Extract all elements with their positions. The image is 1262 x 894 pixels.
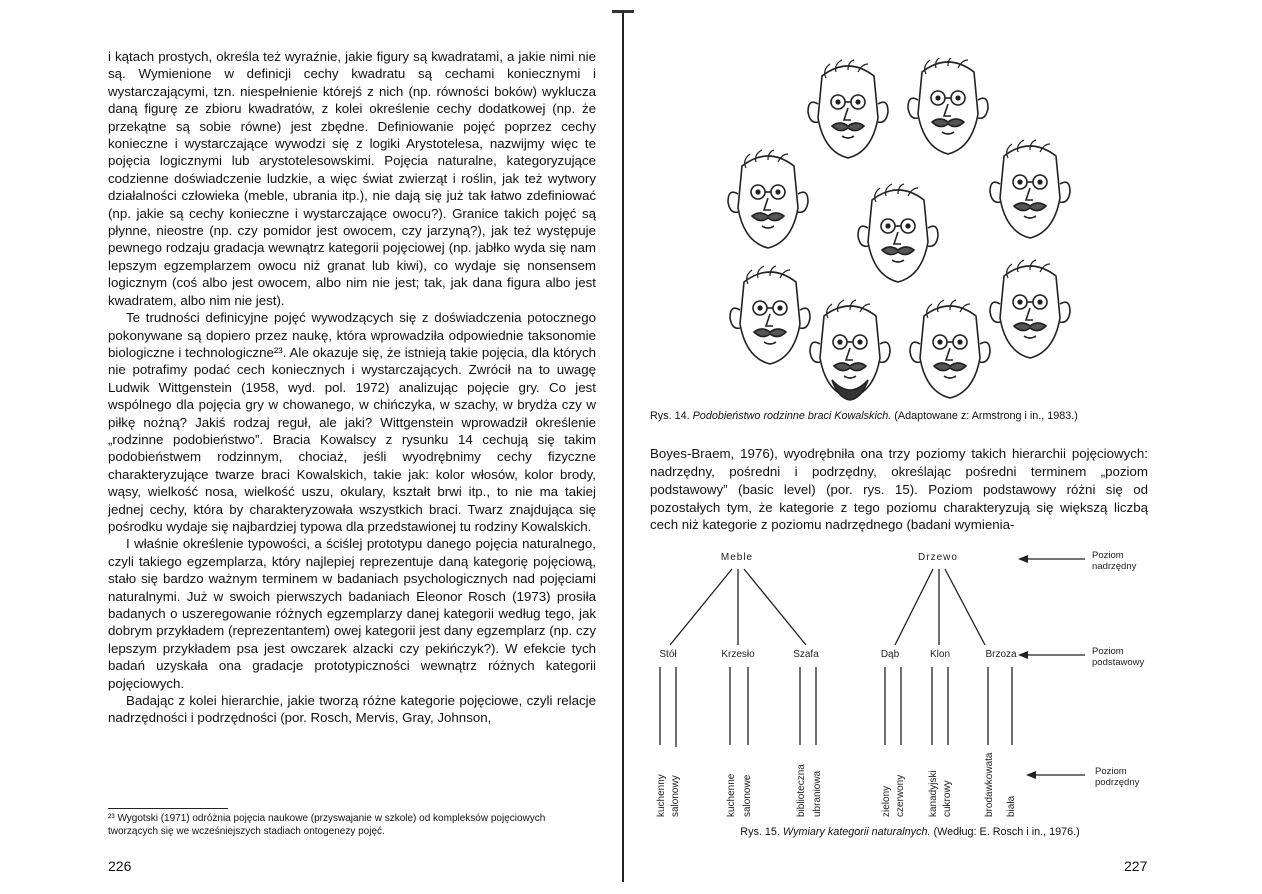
level-label: Poziom nadrzędny bbox=[1092, 550, 1137, 572]
face-2 bbox=[908, 58, 988, 154]
basic-label: Krzesło bbox=[721, 649, 755, 660]
superordinate-label: Drzewo bbox=[918, 552, 958, 563]
face-8 bbox=[910, 300, 990, 398]
subordinate-label: biała bbox=[1006, 795, 1017, 817]
face-6 bbox=[990, 260, 1070, 358]
subordinate-label: salonowe bbox=[742, 774, 753, 817]
figure-14-faces bbox=[720, 58, 1140, 404]
subordinate-label: czerwony bbox=[895, 774, 906, 817]
caption-source: (Według: E. Rosch i in., 1976.) bbox=[933, 826, 1080, 838]
paragraph: Badając z kolei hierarchie, jakie tworzą różne kategorie pojęciowe, czyli relacje nadrzędności i podrzędności (por. Rosch, Mervis, Gray, Johnson, bbox=[108, 693, 596, 726]
subordinate-label: ubraniowa bbox=[812, 770, 823, 817]
superordinate-label: Meble bbox=[720, 552, 754, 563]
subordinate-label: salonowy bbox=[670, 775, 681, 817]
basic-label: Stół bbox=[659, 649, 677, 660]
caption-title: Podobieństwo rodzinne braci Kowalskich. bbox=[692, 410, 892, 422]
left-page-text bbox=[108, 48, 596, 727]
face-4 bbox=[990, 140, 1070, 238]
figure-15-caption bbox=[650, 826, 1170, 838]
subordinate-label: cukrowy bbox=[942, 780, 953, 817]
subordinate-label: biblioteczna bbox=[796, 764, 807, 817]
subordinate-label: kuchenne bbox=[726, 773, 737, 817]
figure-15-diagram bbox=[640, 545, 1180, 825]
paragraph: i kątach prostych, określa też wyraźnie, jakie figury są kwadratami, a jakie nimi nie są. Wymienione w definicji cechy kwadratu są cechami koniecznymi i wystarczającymi, tzn. niespełnienie którejś z nich (np. równości boków) wyklucza daną figurę ze zbioru kwadratów, z kolei określenie cechy dodatkowej (np. że przekątne są sobie równe) jest zbędne. Definiowanie pojęć poprzez cechy konieczne i wystarczające wywodzi się z logiki Arystotelesa, nazwijmy więc te pojęcia logicznymi lub arystotelesowskimi. Pojęcia naturalne, kategoryzujące codzienne doświadczenie ludzkie, a więc świat zwierząt i roślin, jak też wytwory działalności człowieka (meble, ubrania itp.), nie dają się już tak łatwo zdefiniować (np. jakie są cechy konieczne i wystarczające owocu?). Granice takich pojęć są płynne, nieostre (np. czy pomidor jest owocem, czy jarzyną?), jak też występuje pewnego rodzaju gradacja wewnątrz kategorii pojęciowej (np. jabłko wyda się nam lepszym egzemplarzem owocu niż granat lub kiwi), co wydaje się nonsensem logicznym (coś albo jest owocem, albo nim nie jest; tak, jak dana figura albo jest kwadratem, albo nim nie jest). bbox=[108, 49, 596, 308]
level-label: Poziom podrzędny bbox=[1095, 766, 1140, 788]
face-5 bbox=[730, 266, 810, 364]
basic-label: Dąb bbox=[880, 649, 900, 660]
arrowheads bbox=[1018, 555, 1036, 779]
caption-prefix: Rys. 15. bbox=[740, 826, 780, 838]
paragraph: I właśnie określenie typowości, a ściślej prototypu danego pojęcia naturalnego, czyli takiego egzemplarza, który najlepiej reprezentuje daną kategorię pojęciową, stało się bardzo ważnym terminem w badaniach psychologicznych nad pojęciami naturalnymi. Już w swoich pierwszych badaniach Eleonor Rosch (1973) prosiła badanych o uszeregowanie różnych egzemplarzy danej kategorii według tego, jak dobrym przykładem (reprezentantem) owej kategorii jest dany egzemplarz (np. czy lepszym przykładem psa jest owczarek alzacki czy pekińczyk?). W efekcie tych badań uzyskała ona gradacje prototypiczności wewnątrz różnych kategorii pojęciowych. bbox=[108, 536, 596, 691]
basic-label: Klon bbox=[929, 649, 951, 660]
paragraph: Boyes-Braem, 1976), wyodrębniła ona trzy poziomy takich hierarchii pojęciowych: nadrzędny, pośredni i podrzędny, określając pośredni terminem „poziom podstawowy” (basic level) (por. rys. 15). Poziom podstawowy różni się od pozostałych tym, że kategorie z tego poziomu charakteryzują się większą liczbą cech niż kategorie z poziomu nadrzędnego (badani wymienia- bbox=[650, 446, 1148, 533]
caption-title: Wymiary kategorii naturalnych. bbox=[782, 826, 931, 838]
face-1 bbox=[808, 60, 888, 158]
caption-prefix: Rys. 14. bbox=[650, 410, 690, 422]
book-spine bbox=[622, 12, 624, 882]
page-number-left: 226 bbox=[108, 858, 132, 874]
basic-label: Szafa bbox=[793, 649, 819, 660]
subordinate-label: kanadyjski bbox=[928, 770, 939, 817]
footnote-rule bbox=[108, 808, 228, 809]
page-number-right: 227 bbox=[1124, 858, 1148, 874]
figure-14-caption bbox=[650, 410, 1170, 422]
subordinate-label: kuchenny bbox=[656, 774, 667, 817]
face-3 bbox=[728, 150, 808, 248]
caption-source: (Adaptowane z: Armstrong i in., 1983.) bbox=[894, 410, 1078, 422]
beard bbox=[832, 380, 868, 400]
paragraph: Te trudności definicyjne pojęć wywodzących się z doświadczenia potocznego pokonywane są dopiero przez naukę, która wprowadziła odpowiednie taksonomie biologiczne i technologiczne²³. Ale okazuje się, że istnieją takie pojęcia, dla których nie potrafimy podać cech koniecznych i wystarczających. Zwrócił na to uwagę Ludwik Wittgenstein (1958, wyd. pol. 1972) analizując pojęcie gry. Co jest wspólnego dla pojęcia gry w chowanego, w chińczyka, w szachy, w brydża czy w piłkę nożną? Jakiś rodzaj reguł, ale jaki? Wittgenstein wprowadził określenie „rodzinne podobieństwo”. Bracia Kowalscy z rysunku 14 cechują się takim podobieństwem rodzinnym, chociaż, jeśli wyodrębnimy cechy fizyczne charakteryzujące twarze braci Kowalskich, takie jak: kolor włosów, kolor brody, wąsy, wielkość nosa, wielkość uszu, okulary, kształt brwi itp., to nie ma takiej jednej cechy, która by charakteryzowała wszystkich braci. Twarz znajdująca się pośrodku wydaje się najbardziej typowa dla przedstawionej tu rodziny Kowalskich. bbox=[108, 310, 596, 534]
footnote: ²³ Wygotski (1971) odróżnia pojęcia naukowe (przyswajanie w szkole) od kompleksów pojęciowych tworzących się we wcześniejszych stadiach ontogenezy pojęć. bbox=[108, 813, 546, 837]
level-label: Poziom podstawowy bbox=[1092, 646, 1145, 668]
face-center bbox=[858, 184, 938, 282]
subordinate-label: brodawkowata bbox=[984, 752, 995, 817]
subordinate-label: zielony bbox=[881, 785, 892, 817]
face-7 bbox=[810, 300, 890, 398]
basic-label: Brzoza bbox=[985, 649, 1017, 660]
